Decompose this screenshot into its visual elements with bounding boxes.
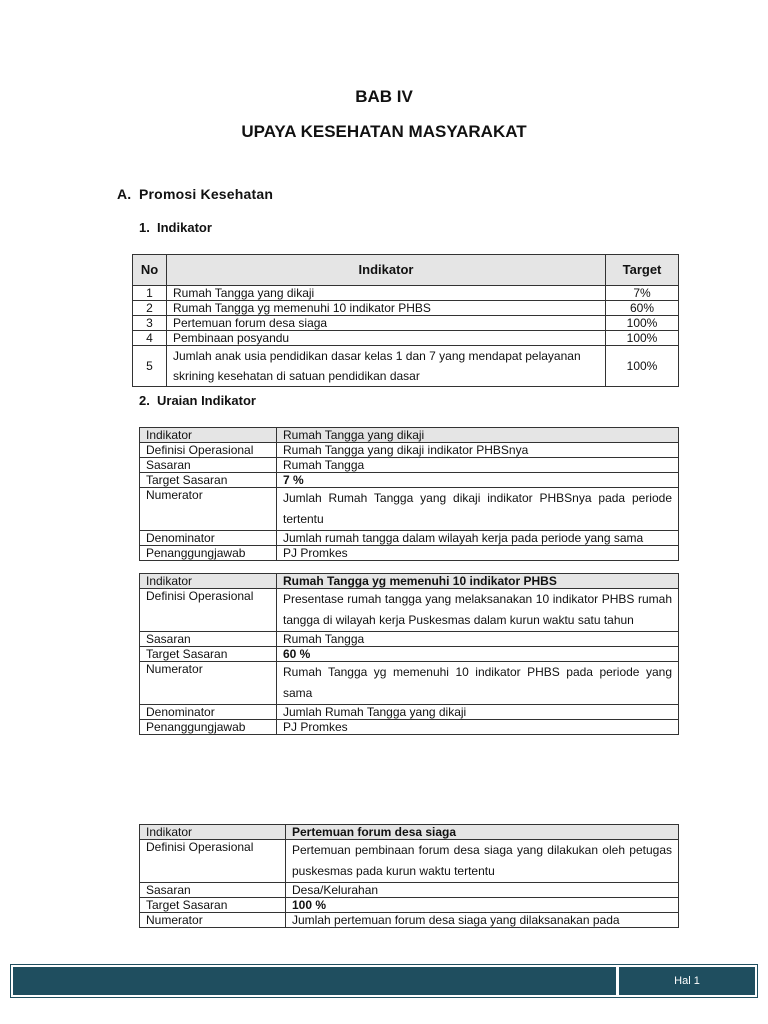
field-label: Indikator: [140, 574, 277, 589]
table-row: [140, 840, 679, 883]
header-target: Target: [606, 255, 679, 286]
field-label: Definisi Operasional: [140, 443, 277, 458]
table-row: [140, 443, 679, 458]
subsection-title: Indikator: [157, 220, 212, 235]
field-value: Rumah Tangga yg memenuhi 10 indikator PHBS pada periode yang sama: [277, 662, 679, 705]
field-value: 7 %: [277, 473, 679, 488]
field-label: Numerator: [140, 913, 286, 928]
row-target: 60%: [606, 301, 679, 316]
table-row: [140, 458, 679, 473]
table-row: [140, 632, 679, 647]
row-no: 2: [133, 301, 167, 316]
row-target: 7%: [606, 286, 679, 301]
table-row: [133, 346, 679, 387]
row-indikator: Rumah Tangga yang dikaji: [167, 286, 606, 301]
field-label: Target Sasaran: [140, 647, 277, 662]
row-no: 3: [133, 316, 167, 331]
field-label: Denominator: [140, 705, 277, 720]
field-label: Definisi Operasional: [140, 840, 286, 883]
field-value: Pertemuan pembinaan forum desa siaga yang dilakukan oleh petugas puskesmas pada kurun waktu tertentu: [286, 840, 679, 883]
field-value: Rumah Tangga yang dikaji indikator PHBSnya: [277, 443, 679, 458]
row-indikator: Pembinaan posyandu: [167, 331, 606, 346]
field-label: Sasaran: [140, 883, 286, 898]
table-row: [140, 825, 679, 840]
section-label: A.: [117, 186, 132, 202]
field-label: Numerator: [140, 662, 277, 705]
uraian-table-forum-desa-siaga: [139, 824, 679, 928]
table-row: [140, 473, 679, 488]
field-value: 100 %: [286, 898, 679, 913]
table-header-row: [133, 255, 679, 286]
field-value: Rumah Tangga: [277, 458, 679, 473]
row-indikator: Jumlah anak usia pendidikan dasar kelas 1 dan 7 yang mendapat pelayanan skrining kesehatan di satuan pendidikan dasar: [167, 346, 606, 387]
field-label: Target Sasaran: [140, 473, 277, 488]
field-value: PJ Promkes: [277, 546, 679, 561]
table-row: [140, 720, 679, 735]
field-label: Indikator: [140, 825, 286, 840]
field-label: Penanggungjawab: [140, 546, 277, 561]
row-target: 100%: [606, 346, 679, 387]
table-row: [140, 898, 679, 913]
row-indikator: Rumah Tangga yg memenuhi 10 indikator PHBS: [167, 301, 606, 316]
row-no: 4: [133, 331, 167, 346]
table-row: [133, 316, 679, 331]
subsection-indikator-heading: [139, 220, 212, 235]
footer-bar: [13, 967, 616, 995]
chapter-heading: BAB IV: [355, 87, 413, 106]
page-number: Hal 1: [619, 967, 755, 995]
row-no: 5: [133, 346, 167, 387]
field-label: Target Sasaran: [140, 898, 286, 913]
section-title: Promosi Kesehatan: [139, 186, 274, 202]
table-row: [140, 531, 679, 546]
subsection-uraian-heading: [139, 393, 256, 408]
table-row: [140, 662, 679, 705]
row-no: 1: [133, 286, 167, 301]
field-label: Penanggungjawab: [140, 720, 277, 735]
table-row: [133, 301, 679, 316]
field-value: Rumah Tangga yg memenuhi 10 indikator PHBS: [277, 574, 679, 589]
subsection-number: 2.: [139, 393, 150, 408]
field-value: 60 %: [277, 647, 679, 662]
table-row: [133, 331, 679, 346]
field-label: Numerator: [140, 488, 277, 531]
row-target: 100%: [606, 331, 679, 346]
table-row: [140, 883, 679, 898]
table-row: [140, 546, 679, 561]
field-value: Rumah Tangga yang dikaji: [277, 428, 679, 443]
field-label: Sasaran: [140, 458, 277, 473]
field-label: Denominator: [140, 531, 277, 546]
field-value: Pertemuan forum desa siaga: [286, 825, 679, 840]
table-row: [140, 488, 679, 531]
section-heading: [117, 186, 273, 202]
subsection-title: Uraian Indikator: [157, 393, 256, 408]
row-indikator: Pertemuan forum desa siaga: [167, 316, 606, 331]
table-row: [140, 428, 679, 443]
field-value: Desa/Kelurahan: [286, 883, 679, 898]
header-indikator: Indikator: [167, 255, 606, 286]
field-value: Jumlah pertemuan forum desa siaga yang dilaksanakan pada: [286, 913, 679, 928]
table-row: [140, 913, 679, 928]
table-row: [140, 574, 679, 589]
table-row: [140, 589, 679, 632]
field-value: Rumah Tangga: [277, 632, 679, 647]
subsection-number: 1.: [139, 220, 150, 235]
table-row: [133, 286, 679, 301]
field-value: Jumlah rumah tangga dalam wilayah kerja pada periode yang sama: [277, 531, 679, 546]
field-value: Presentase rumah tangga yang melaksanakan 10 indikator PHBS rumah tangga di wilayah kerja Puskesmas dalam kurun waktu satu tahun: [277, 589, 679, 632]
table-row: [140, 705, 679, 720]
chapter-title: UPAYA KESEHATAN MASYARAKAT: [241, 122, 527, 141]
field-label: Sasaran: [140, 632, 277, 647]
uraian-table-phbs: [139, 573, 679, 735]
row-target: 100%: [606, 316, 679, 331]
field-value: Jumlah Rumah Tangga yang dikaji indikator PHBSnya pada periode tertentu: [277, 488, 679, 531]
field-label: Definisi Operasional: [140, 589, 277, 632]
field-value: Jumlah Rumah Tangga yang dikaji: [277, 705, 679, 720]
uraian-table-rumah-tangga-dikaji: [139, 427, 679, 561]
table-row: [140, 647, 679, 662]
header-no: No: [133, 255, 167, 286]
indicator-table: [132, 254, 679, 387]
field-value: PJ Promkes: [277, 720, 679, 735]
field-label: Indikator: [140, 428, 277, 443]
